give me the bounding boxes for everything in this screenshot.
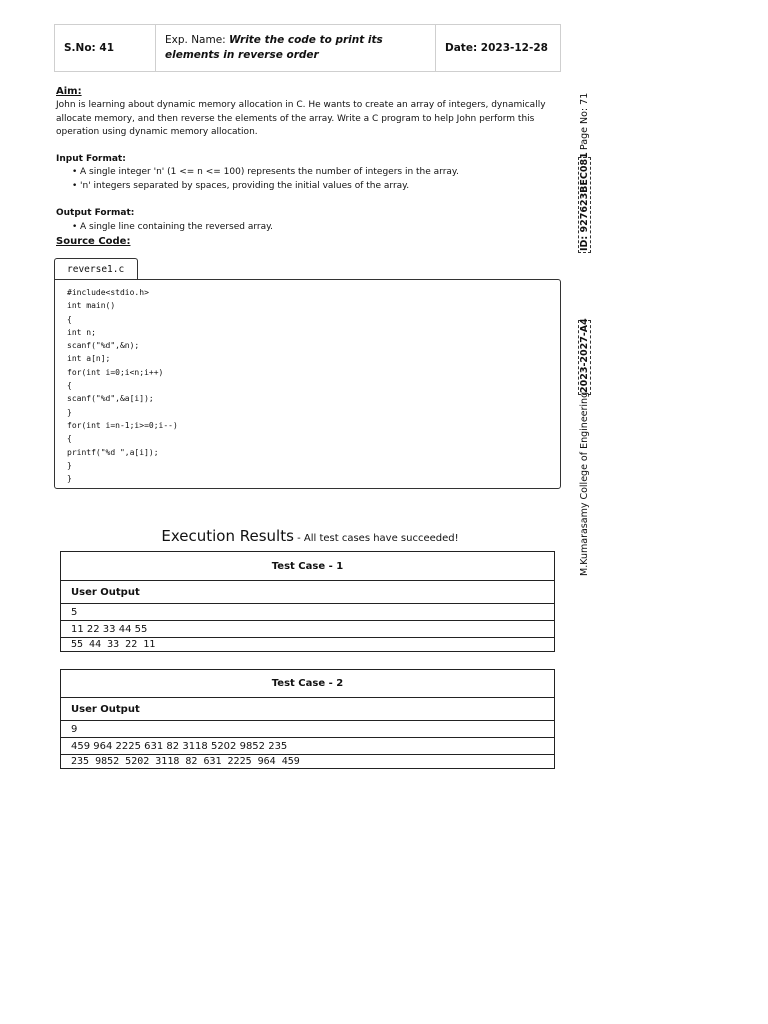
test-input-value: 459 964 2225 631 82 3118 5202 9852 235 [61, 738, 555, 755]
code-line: for(int i=n-1;i>=0;i--) [67, 420, 178, 430]
list-item: • 'n' integers separated by spaces, providing the initial values of the array. [56, 180, 459, 194]
code-line: int n; [67, 327, 96, 337]
user-output-label: User Output [61, 698, 555, 721]
experiment-name-label: Exp. Name: [165, 34, 230, 46]
batch-label: 2023-2027-A4 [579, 318, 590, 393]
output-format-list [56, 221, 273, 235]
code-line: } [67, 460, 72, 470]
test-input-value: 9 [61, 721, 555, 738]
user-output-label: User Output [61, 581, 555, 604]
test-case-table [60, 551, 555, 652]
aim-text: John is learning about dynamic memory allocation in C. He wants to create an array of integers, dynamically allocate memory, and then reverse the elements of the array. Write a C program to help John perform this operation using dynamic memory allocation. [56, 100, 546, 137]
test-case-title: Test Case - 2 [61, 670, 555, 698]
test-case-table [60, 669, 555, 769]
list-item: • A single integer 'n' (1 <= n <= 100) represents the number of integers in the array. [56, 166, 459, 180]
experiment-date: Date: 2023-12-28 [445, 42, 548, 54]
list-item: • A single line containing the reversed array. [56, 221, 273, 235]
output-format-heading: Output Format: [56, 208, 135, 218]
code-line: int a[n]; [67, 354, 111, 364]
code-line: } [67, 474, 72, 484]
code-line: scanf("%d",&a[i]); [67, 394, 154, 404]
college-name: M.Kumarasamy College of Engineering [579, 391, 590, 576]
code-line: scanf("%d",&n); [67, 341, 140, 351]
experiment-name-cell [156, 25, 436, 71]
test-output-value: 55 44 33 22 11 [61, 638, 555, 652]
code-line: { [67, 381, 72, 391]
code-line: } [67, 407, 72, 417]
code-line: int main() [67, 301, 116, 311]
execution-subtitle: - All test cases have succeeded! [293, 533, 459, 544]
input-format-heading: Input Format: [56, 154, 126, 164]
code-line: { [67, 314, 72, 324]
student-id: ID: 927623BEC081 [579, 152, 590, 251]
code-line: #include<stdio.h> [67, 288, 149, 297]
execution-results-title [0, 526, 620, 545]
source-file-tab[interactable]: reverse1.c [54, 258, 138, 280]
code-line: { [67, 434, 72, 444]
source-code-heading: Source Code: [56, 236, 131, 247]
page-number: Page No: 71 [579, 92, 590, 150]
code-line: for(int i=0;i<n;i++) [67, 367, 164, 377]
test-input-value: 11 22 33 44 55 [61, 621, 555, 638]
test-input-value: 5 [61, 604, 555, 621]
test-case-title: Test Case - 1 [61, 552, 555, 581]
serial-number: S.No: 41 [55, 25, 156, 71]
experiment-name: Write the code to print its elements in reverse order [165, 34, 383, 61]
experiment-header [54, 24, 561, 72]
code-line: printf("%d ",a[i]); [67, 447, 159, 457]
input-format-list [56, 166, 459, 193]
execution-title: Execution Results [161, 527, 294, 545]
code-block [54, 279, 561, 489]
aim-heading: Aim: [56, 86, 82, 97]
test-output-value: 235 9852 5202 3118 82 631 2225 964 459 [61, 755, 555, 769]
